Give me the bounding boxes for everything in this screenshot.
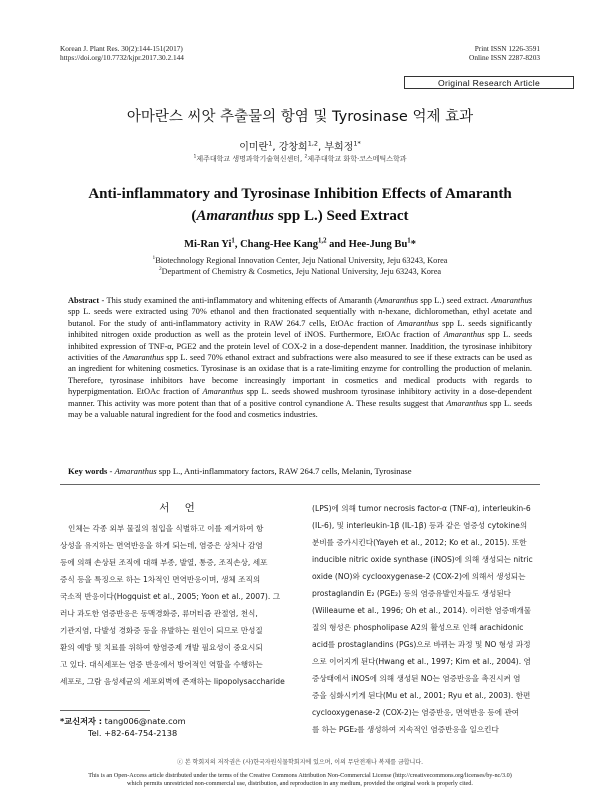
affiliation-text: 제주대학교 생명과학기술혁신센터, bbox=[196, 155, 305, 163]
issn-block bbox=[469, 44, 540, 62]
species-name: Amaranthus bbox=[397, 318, 439, 328]
affiliation-text: Biotechnology Regional Innovation Center, Jeju National University, Jeju 63243, Korea bbox=[155, 256, 448, 265]
author-name: , 부희정 bbox=[318, 142, 354, 153]
author-name: , 강창희 bbox=[272, 142, 308, 153]
author-name: 이미란 bbox=[239, 142, 269, 153]
paragraph-line: 증식 등을 특징으로 하는 1차적인 면역반응이며, 생체 조직의 bbox=[60, 575, 261, 584]
affiliation-mark: 1 bbox=[231, 237, 235, 245]
affiliation-mark: 1,2 bbox=[307, 139, 319, 148]
paragraph-line: 러나 과도한 염증반응은 동맥경화증, 류머티즘 관절염, 천식, bbox=[60, 609, 258, 618]
contact-tel: Tel. +82-64-754-2138 bbox=[88, 728, 178, 738]
license-notice bbox=[40, 772, 560, 788]
paragraph-line: 인체는 각종 외부 물질의 침입을 식별하고 이를 제거하여 항 bbox=[68, 524, 264, 533]
species-name: Amaranthus bbox=[196, 208, 274, 224]
species-name: Amaranthus bbox=[114, 466, 157, 476]
abstract-text: spp L. seeds significantly inhibited nitrogen oxide production as well as the protein level of iNOS. Furthermore, EtOAc fraction of bbox=[68, 318, 533, 340]
species-name: Amaranthus bbox=[122, 353, 164, 363]
title-line: Anti-inflammatory and Tyrosinase Inhibition Effects of Amaranth bbox=[88, 186, 512, 202]
paragraph-line: 질의 형성은 phospholipase A2의 활성으로 인해 arachidonic bbox=[312, 623, 524, 632]
keywords-text: spp L., Anti-inflammatory factors, RAW 264.7 cells, Melanin, Tyrosinase bbox=[156, 466, 412, 476]
right-column bbox=[312, 500, 540, 738]
english-title bbox=[30, 183, 570, 227]
corresponding-contact bbox=[60, 715, 186, 739]
affiliation-mark: 2 bbox=[158, 266, 162, 273]
paragraph-line: 국소적 반응이다(Hogquist et al., 2005; Yoon et al., 2007). 그 bbox=[60, 592, 281, 601]
paragraph-line: (IL-6), 및 interleukin-1β (IL-1β) 등과 같은 염증성 cytokine의 bbox=[312, 521, 528, 530]
abstract-text: spp L. seeds showed mushroom tyrosinase inhibitory activity in a dose-dependent manner. This activity was more potent than that of a positive control cynandione A. These results suggest that bbox=[68, 387, 532, 408]
license-line: which permits unrestricted non-commercial use, distribution, and reproduction in any medium, provided the original work is properly cited. bbox=[127, 780, 473, 787]
english-authors bbox=[0, 239, 600, 250]
paragraph-line: 증을 심화시키게 된다(Mu et al., 2001; Ryu et al., 2003). 한편 bbox=[312, 691, 531, 700]
korean-title: 아마란스 씨앗 추출물의 항염 및 Tyrosinase 억제 효과 bbox=[126, 109, 474, 125]
paragraph-line: 세포로, 그람 음성세균의 세포외벽에 존재하는 lipopolysaccharide bbox=[60, 677, 285, 686]
affiliation-text: 제주대학교 화학·코스메틱스학과 bbox=[307, 155, 407, 163]
affiliation-mark: 1* bbox=[353, 139, 361, 148]
paragraph-line: 으로 이어지게 된다(Hwang et al., 1997; Kim et al., 2004). 염 bbox=[312, 657, 531, 666]
divider bbox=[60, 484, 540, 485]
paragraph-line: 등에 의해 손상된 조직에 대해 부종, 발열, 통증, 조직손상, 세포 bbox=[60, 558, 268, 567]
keywords-label: Key words bbox=[68, 466, 108, 476]
print-issn: Print ISSN 1226-3591 bbox=[474, 44, 540, 53]
affiliation-mark: 2 bbox=[304, 154, 308, 160]
affiliation-mark: 1 bbox=[407, 237, 411, 245]
section-heading: 서 언 bbox=[159, 502, 201, 514]
paragraph-line: 고 있다. 대식세포는 염증 반응에서 방어적인 역할을 수행하는 bbox=[60, 660, 263, 669]
paragraph-line: (Willeaume et al., 1996; Oh et al., 2014). 이러한 염증매개물 bbox=[312, 606, 532, 615]
article-type-badge: Original Research Article bbox=[404, 76, 574, 89]
online-issn: Online ISSN 2287-8203 bbox=[469, 53, 540, 62]
abstract-text: spp L.) seed extract. bbox=[418, 296, 492, 305]
korean-affiliations bbox=[0, 154, 600, 164]
footnote-rule bbox=[60, 710, 150, 711]
contact-email[interactable]: tang006@nate.com bbox=[102, 716, 186, 726]
journal-citation: Korean J. Plant Res. 30(2):144-151(2017) bbox=[60, 44, 183, 53]
species-name: Amaranthus bbox=[443, 330, 485, 340]
abstract-text: spp L. seed 70% ethanol extract and subfractions were also measured to see if these extracts can be used as an ingredient for whitening cosmetics. Tyrosinase is an oxidase that is a rate-limiting enzyme for controlling the production of melanin. Therefore, tyrosinase inhibitors have become increasingly important in cosmetics and medical products with regards to hyperpigmentation. EtOAc fraction of bbox=[68, 353, 532, 397]
license-line: This is an Open-Access article distributed under the terms of the Creative Commons Attribution Non-Commercial License (http://creativecommons.org/licenses/by-nc/3.0) bbox=[88, 772, 512, 779]
paragraph-line: inducible nitric oxide synthase (iNOS)에 의해 생성되는 nitric bbox=[312, 555, 533, 564]
title-paren: ( bbox=[191, 208, 197, 224]
paragraph-line: 환의 예방 및 치료를 위하여 항염증제 개발 필요성이 중요시되 bbox=[60, 643, 263, 652]
abstract-label: Abstract bbox=[68, 296, 100, 305]
keywords-dash: - bbox=[107, 466, 115, 476]
title-rest: spp L.) Seed Extract bbox=[273, 208, 409, 224]
affiliation-mark: 1 bbox=[268, 139, 273, 148]
paragraph-line: cyclooxygenase-2 (COX-2)는 염증반응, 면역반응 등에 관여 bbox=[312, 708, 520, 717]
english-affiliation-1 bbox=[0, 256, 600, 265]
journal-header bbox=[60, 44, 184, 62]
species-name: Amaranthus bbox=[377, 296, 419, 305]
species-name: Amaranthus bbox=[446, 398, 488, 408]
english-affiliation-2 bbox=[0, 267, 600, 276]
author-name: Mi-Ran Yi bbox=[184, 239, 232, 250]
abstract-text: - This study examined the anti-inflammatory and whitening effects of Amaranth ( bbox=[99, 296, 378, 305]
affiliation-mark: 1 bbox=[193, 154, 197, 160]
paragraph-line: oxide (NO)와 cyclooxygenase-2 (COX-2)에 의해서 생성되는 bbox=[312, 572, 526, 581]
paragraph-line: 분비를 증가시킨다(Yayeh et al., 2012; Ko et al., 2015). 또한 bbox=[312, 538, 527, 547]
keywords bbox=[68, 466, 532, 476]
paragraph-line: (LPS)에 의해 tumor necrosis factor-α (TNF-α), interleukin-6 bbox=[312, 504, 531, 513]
paragraph-line: prostaglandin E₂ (PGE₂) 등의 염증유발인자들도 생성된다 bbox=[312, 589, 511, 598]
paragraph-line: acid를 prostaglandins (PGs)으로 바뀌는 과정 및 NO 형성 과정 bbox=[312, 640, 531, 649]
corresponding-mark: * bbox=[410, 239, 416, 250]
contact-label: *교신저자 : bbox=[60, 716, 103, 726]
paragraph-line: 증상태에서 iNOS에 의해 생성된 NO는 염증반응을 촉진시켜 염 bbox=[312, 674, 521, 683]
paragraph-line: 기관지염, 다발성 경화증 등을 유발하는 원인이 되므로 만성질 bbox=[60, 626, 263, 635]
abstract-text: spp L. seeds may be a valuable natural ingredient for the food and cosmetics industries. bbox=[68, 398, 533, 420]
copyright-notice: ⓒ 본 학회지의 저작권은 (사)한국자원식물학회지에 있으며, 이의 무단전재나 복제를 금합니다. bbox=[176, 759, 424, 766]
species-name: Amaranthus bbox=[202, 387, 244, 397]
species-name: Amaranthus bbox=[491, 296, 533, 305]
doi-link[interactable]: https://doi.org/10.7732/kjpr.2017.30.2.144 bbox=[60, 53, 184, 62]
paragraph-line: 를 하는 PGE₂를 생성하여 지속적인 염증반응을 일으킨다 bbox=[312, 725, 499, 734]
affiliation-mark: 1,2 bbox=[317, 237, 327, 245]
author-name: and Hee-Jung Bu bbox=[326, 239, 408, 250]
affiliation-text: Department of Chemistry & Cosmetics, Jeju National University, Jeju 63243, Korea bbox=[161, 267, 442, 276]
author-name: , Chang-Hee Kang bbox=[234, 239, 318, 250]
abstract bbox=[68, 295, 532, 420]
abstract-text: spp L. seeds inhibited expression of TNF-α, PGE2 and the protein level of COX-2 in a dose-dependent manner. Inaddition, the tyrosinase inhibitory activities of the bbox=[68, 330, 532, 363]
abstract-text: spp L. seeds were extracted using 70% ethanol and then fractionated sequentially with n-hexane, dichloromethan, ethyl acetate and butanol. For the study of anti-inflammatory activity in RAW 264.7 cells, EtOAc fraction of bbox=[68, 307, 532, 328]
affiliation-mark: 1 bbox=[152, 255, 156, 262]
title-line bbox=[30, 205, 570, 227]
paragraph-line: 상성을 유지하는 면역반응을 하게 되는데, 염증은 상처나 감염 bbox=[60, 541, 263, 550]
left-column bbox=[60, 520, 300, 690]
korean-authors bbox=[0, 138, 600, 153]
